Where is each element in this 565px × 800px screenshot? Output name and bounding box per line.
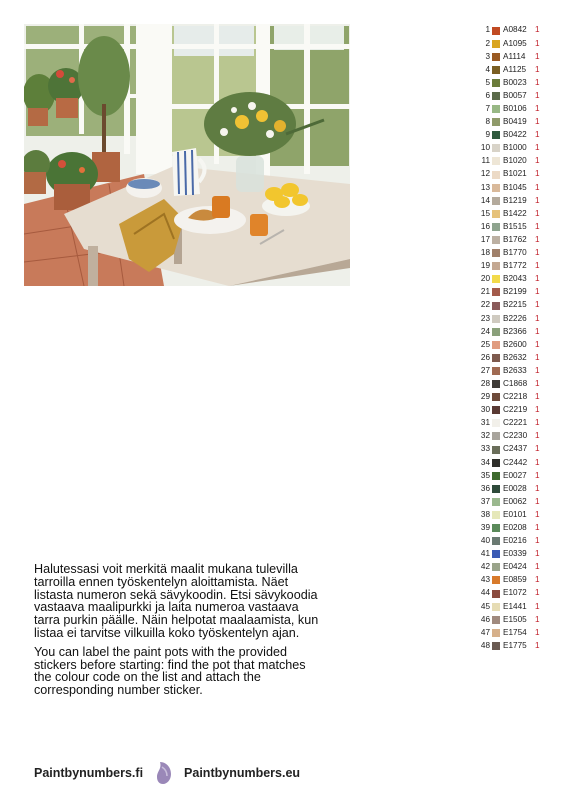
colour-number: 17 (480, 234, 490, 244)
colour-code: B1772 (503, 261, 527, 271)
colour-code: B1000 (503, 143, 527, 153)
colour-quantity: 1 (535, 431, 540, 441)
colour-row (478, 430, 558, 443)
site-link-fi[interactable]: Paintbynumbers.fi (34, 766, 144, 780)
colour-code: C2437 (503, 444, 528, 454)
footer (34, 759, 334, 787)
colour-row (478, 155, 558, 168)
colour-number: 46 (480, 614, 490, 624)
colour-row (478, 482, 558, 495)
colour-number: 33 (480, 444, 490, 454)
colour-number: 36 (480, 483, 490, 493)
colour-code: A1125 (503, 64, 527, 74)
colour-number: 7 (485, 104, 490, 113)
colour-number: 6 (485, 90, 490, 100)
colour-swatch (492, 236, 500, 244)
colour-number: 21 (480, 287, 490, 297)
colour-row (478, 234, 558, 247)
colour-code: C2218 (503, 392, 528, 402)
colour-quantity: 1 (535, 614, 540, 624)
colour-swatch (492, 393, 500, 401)
colour-number: 15 (480, 208, 490, 218)
colour-code: E0028 (503, 483, 527, 493)
colour-number: 34 (480, 457, 490, 467)
colour-quantity: 1 (535, 601, 540, 611)
colour-swatch (492, 92, 500, 100)
colour-swatch (492, 223, 500, 231)
colour-quantity: 1 (535, 523, 540, 532)
colour-row (478, 299, 558, 312)
colour-quantity: 1 (535, 588, 540, 598)
colour-swatch (492, 590, 500, 598)
colour-code: C1868 (503, 378, 528, 388)
colour-quantity: 1 (535, 25, 540, 35)
colour-swatch (492, 184, 500, 192)
colour-quantity: 1 (535, 536, 540, 546)
colour-swatch (492, 53, 500, 61)
colour-quantity: 1 (535, 562, 540, 572)
colour-row (478, 325, 558, 338)
colour-row (478, 286, 558, 299)
colour-swatch (492, 616, 500, 624)
colour-row (478, 508, 558, 521)
colour-quantity: 1 (535, 274, 540, 284)
colour-swatch (492, 472, 500, 480)
colour-number: 20 (480, 274, 490, 284)
colour-number: 25 (480, 339, 490, 349)
colour-row (478, 364, 558, 377)
colour-quantity: 1 (535, 444, 540, 454)
colour-quantity: 1 (535, 77, 540, 87)
colour-swatch (492, 262, 500, 270)
colour-swatch (492, 563, 500, 571)
colour-row (478, 103, 558, 116)
colour-swatch (492, 144, 500, 152)
colour-swatch (492, 210, 500, 218)
colour-swatch (492, 275, 500, 283)
colour-number: 9 (485, 130, 490, 140)
colour-number: 1 (485, 25, 490, 35)
site-link-eu[interactable]: Paintbynumbers.eu (184, 766, 301, 780)
colour-code: B2043 (503, 274, 527, 284)
colour-code: B1045 (503, 182, 527, 192)
instructions-finnish: Halutessasi voit merkitä maalit mukana tulevilla tarroilla ennen työskentelyn aloittamista. Näet listasta numeron sekä sävykoodin. Etsi sävykoodia vastaava maalipurkki ja laita numeroa vastaava tarra purkin päälle. Näin helpotat maalaamista, kun listaa ei tarvitse vilkuilla koko työskentelyn ajan. (34, 562, 319, 640)
colour-code: B2600 (503, 339, 527, 349)
colour-quantity: 1 (535, 405, 540, 415)
colour-quantity: 1 (535, 352, 540, 362)
colour-number: 29 (480, 392, 490, 402)
colour-swatch (492, 40, 500, 48)
colour-quantity: 1 (535, 104, 540, 113)
colour-number: 39 (480, 523, 490, 532)
colour-quantity: 1 (535, 182, 540, 192)
colour-swatch (492, 328, 500, 336)
colour-code: B0023 (503, 77, 527, 87)
colour-quantity: 1 (535, 483, 540, 493)
colour-quantity: 1 (535, 378, 540, 388)
colour-quantity: 1 (535, 509, 540, 519)
colour-code: B2633 (503, 365, 527, 375)
colour-code: B0057 (503, 90, 527, 100)
jam-jar (250, 214, 268, 236)
colour-row (478, 142, 558, 155)
colour-code: C2230 (503, 431, 528, 441)
colour-swatch (492, 576, 500, 584)
colour-code: B2226 (503, 313, 527, 323)
colour-row (478, 535, 558, 548)
colour-swatch (492, 524, 500, 532)
colour-code: B1422 (503, 208, 527, 218)
colour-row (478, 24, 558, 37)
colour-quantity: 1 (535, 313, 540, 323)
colour-swatch (492, 79, 500, 87)
colour-code: E1441 (503, 601, 527, 611)
colour-row (478, 417, 558, 430)
colour-quantity: 1 (535, 208, 540, 218)
colour-code: A0842 (503, 25, 527, 35)
colour-row (478, 378, 558, 391)
colour-quantity: 1 (535, 234, 540, 244)
colour-number: 2 (485, 38, 490, 48)
colour-row (478, 181, 558, 194)
colour-code: B1762 (503, 234, 527, 244)
colour-row (478, 129, 558, 142)
colour-number: 37 (480, 496, 490, 506)
colour-swatch (492, 459, 500, 467)
colour-number: 45 (480, 601, 490, 611)
colour-row (478, 312, 558, 325)
colour-swatch (492, 485, 500, 493)
colour-row (478, 561, 558, 574)
colour-quantity: 1 (535, 117, 540, 127)
colour-swatch (492, 419, 500, 427)
painting-image (24, 24, 350, 286)
colour-code: B1770 (503, 248, 527, 258)
colour-number: 10 (480, 143, 490, 153)
colour-quantity: 1 (535, 496, 540, 506)
colour-quantity: 1 (535, 156, 540, 166)
colour-row (478, 548, 558, 561)
colour-swatch (492, 354, 500, 362)
colour-number: 3 (485, 51, 490, 61)
colour-quantity: 1 (535, 287, 540, 297)
colour-number: 14 (480, 195, 490, 205)
colour-row (478, 220, 558, 233)
colour-number: 18 (480, 248, 490, 258)
colour-number: 48 (480, 640, 490, 650)
colour-swatch (492, 197, 500, 205)
colour-quantity: 1 (535, 549, 540, 559)
colour-code: E1775 (503, 640, 527, 650)
colour-number: 44 (480, 588, 490, 598)
colour-quantity: 1 (535, 248, 540, 258)
colour-code: B1219 (503, 195, 527, 205)
colour-swatch (492, 171, 500, 179)
colour-row (478, 260, 558, 273)
colour-number: 30 (480, 405, 490, 415)
colour-row (478, 116, 558, 129)
colour-swatch (492, 157, 500, 165)
colour-swatch (492, 629, 500, 637)
colour-quantity: 1 (535, 195, 540, 205)
colour-row (478, 63, 558, 76)
colour-number: 32 (480, 431, 490, 441)
colour-swatch (492, 288, 500, 296)
colour-code: E0062 (503, 496, 527, 506)
colour-number: 27 (480, 365, 490, 375)
colour-row (478, 391, 558, 404)
colour-quantity: 1 (535, 418, 540, 428)
colour-code: A1114 (503, 51, 526, 61)
colour-number: 19 (480, 261, 490, 271)
glass-vase (236, 156, 264, 192)
colour-swatch (492, 118, 500, 126)
colour-swatch (492, 66, 500, 74)
colour-swatch (492, 603, 500, 611)
colour-swatch (492, 27, 500, 35)
colour-row (478, 207, 558, 220)
colour-quantity: 1 (535, 38, 540, 48)
colour-code: E0216 (503, 536, 527, 546)
colour-row (478, 626, 558, 639)
colour-number: 12 (480, 169, 490, 179)
colour-row (478, 273, 558, 286)
colour-number: 23 (480, 313, 490, 323)
colour-row (478, 522, 558, 535)
colour-code: C2221 (503, 418, 528, 428)
colour-code: E0424 (503, 562, 527, 572)
colour-row (478, 37, 558, 50)
colour-quantity: 1 (535, 64, 540, 74)
colour-quantity: 1 (535, 169, 540, 179)
colour-code: B2366 (503, 326, 527, 336)
colour-swatch (492, 446, 500, 454)
colour-swatch (492, 249, 500, 257)
colour-row (478, 194, 558, 207)
colour-quantity: 1 (535, 457, 540, 467)
colour-quantity: 1 (535, 575, 540, 585)
colour-code: E1754 (503, 627, 527, 637)
colour-number: 35 (480, 470, 490, 480)
table-leg-left (88, 246, 98, 286)
colour-code: E1505 (503, 614, 527, 624)
colour-number: 43 (480, 575, 490, 585)
colour-quantity: 1 (535, 627, 540, 637)
colour-quantity: 1 (535, 261, 540, 271)
colour-row (478, 456, 558, 469)
colour-code: C2442 (503, 457, 528, 467)
colour-row (478, 600, 558, 613)
colour-row (478, 574, 558, 587)
colour-code: E0859 (503, 575, 527, 585)
colour-swatch (492, 406, 500, 414)
honey-jar (212, 196, 230, 218)
colour-quantity: 1 (535, 51, 540, 61)
colour-row (478, 338, 558, 351)
colour-code: E0027 (503, 470, 527, 480)
colour-swatch (492, 367, 500, 375)
colour-swatch (492, 315, 500, 323)
colour-row (478, 247, 558, 260)
colour-swatch (492, 498, 500, 506)
colour-quantity: 1 (535, 221, 540, 231)
colour-quantity: 1 (535, 640, 540, 650)
colour-row (478, 168, 558, 181)
colour-code: B0419 (503, 117, 527, 127)
colour-number: 11 (481, 156, 490, 166)
colour-row (478, 639, 558, 652)
colour-row (478, 404, 558, 417)
colour-swatch (492, 341, 500, 349)
colour-list (478, 24, 558, 653)
instructions-block (34, 563, 319, 703)
colour-code: B0106 (503, 104, 527, 113)
colour-number: 24 (480, 326, 490, 336)
colour-code: B1020 (503, 156, 527, 166)
colour-row (478, 76, 558, 89)
colour-row (478, 89, 558, 102)
colour-code: B1515 (503, 221, 527, 231)
colour-code: B0422 (503, 130, 527, 140)
colour-code: B2632 (503, 352, 527, 362)
colour-swatch (492, 302, 500, 310)
colour-number: 8 (485, 117, 490, 127)
colour-number: 16 (480, 221, 490, 231)
colour-number: 28 (480, 378, 490, 388)
colour-number: 22 (480, 300, 490, 310)
colour-quantity: 1 (535, 365, 540, 375)
colour-swatch (492, 432, 500, 440)
colour-code: B2215 (503, 300, 527, 310)
colour-quantity: 1 (535, 130, 540, 140)
colour-number: 42 (480, 562, 490, 572)
colour-code: A1095 (503, 38, 527, 48)
colour-row (478, 351, 558, 364)
colour-code: C2219 (503, 405, 528, 415)
colour-quantity: 1 (535, 326, 540, 336)
colour-quantity: 1 (535, 300, 540, 310)
colour-swatch (492, 511, 500, 519)
colour-quantity: 1 (535, 90, 540, 100)
colour-quantity: 1 (535, 392, 540, 402)
colour-row (478, 443, 558, 456)
colour-row (478, 613, 558, 626)
colour-swatch (492, 105, 500, 113)
colour-number: 4 (485, 64, 490, 74)
colour-row (478, 495, 558, 508)
colour-code: E0339 (503, 549, 527, 559)
colour-number: 13 (480, 182, 490, 192)
brush-drop-icon (156, 761, 172, 785)
colour-code: E0208 (503, 523, 527, 532)
colour-code: E0101 (503, 509, 527, 519)
colour-swatch (492, 380, 500, 388)
colour-number: 26 (480, 352, 490, 362)
colour-swatch (492, 131, 500, 139)
colour-number: 47 (480, 627, 490, 637)
colour-number: 38 (480, 509, 490, 519)
colour-row (478, 50, 558, 63)
instructions-english: You can label the paint pots with the provided stickers before starting: find the pot that matches the colour code on the list and attach the corresponding number sticker. (34, 644, 306, 698)
colour-swatch (492, 537, 500, 545)
colour-number: 5 (485, 77, 490, 87)
colour-quantity: 1 (535, 339, 540, 349)
colour-row (478, 469, 558, 482)
colour-row (478, 587, 558, 600)
colour-swatch (492, 642, 500, 650)
colour-number: 31 (480, 418, 490, 428)
colour-code: B2199 (503, 287, 527, 297)
colour-quantity: 1 (535, 470, 540, 480)
colour-swatch (492, 550, 500, 558)
colour-number: 40 (480, 536, 490, 546)
colour-quantity: 1 (535, 143, 540, 153)
colour-code: E1072 (503, 588, 527, 598)
colour-number: 41 (480, 549, 490, 559)
colour-code: B1021 (503, 169, 527, 179)
